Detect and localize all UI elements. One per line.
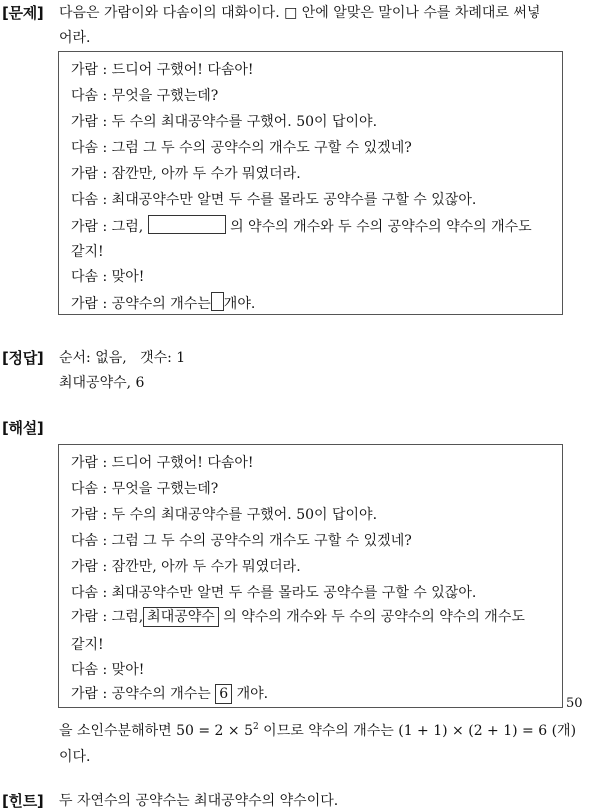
exponent: 2 — [252, 722, 259, 732]
dialogue-text: 개야. — [236, 686, 269, 702]
dialogue-line: 다솜 : 그럼 그 두 수의 공약수의 개수도 구할 수 있겠네? — [71, 140, 412, 156]
problem-text-line2: 어라. — [59, 30, 91, 46]
dialogue-text: 가람 : 그럼, — [71, 219, 144, 235]
explanation-calc-line2: 이다. — [59, 749, 91, 765]
dialogue-text: 의 약수의 개수와 두 수의 공약수의 약수의 개수도 — [230, 219, 532, 235]
explanation-dialogue-box — [58, 444, 563, 708]
calc-text: 을 소인수분해하면 50 = 2 × 5 — [59, 723, 253, 739]
problem-tag: [문제] — [2, 4, 44, 22]
dialogue-line — [71, 215, 532, 236]
dialogue-line: 가람 : 잠깐만, 아까 두 수가 뭐였더라. — [71, 559, 301, 575]
explanation-tag: [해설] — [2, 419, 44, 437]
dialogue-line: 가람 : 두 수의 최대공약수를 구했어. 50이 답이야. — [71, 507, 378, 523]
dialogue-line: 가람 : 두 수의 최대공약수를 구했어. 50이 답이야. — [71, 114, 378, 130]
dialogue-line — [71, 683, 268, 704]
answer-line2: 최대공약수, 6 — [59, 375, 145, 391]
dialogue-line: 가람 : 드디어 구했어! 다솜아! — [71, 62, 254, 78]
dialogue-line: 다솜 : 그럼 그 두 수의 공약수의 개수도 구할 수 있겠네? — [71, 533, 412, 549]
dialogue-line — [71, 606, 525, 627]
hint-tag: [힌트] — [2, 792, 44, 810]
hint-text: 두 자연수의 공약수는 최대공약수의 약수이다. — [59, 793, 339, 809]
dialogue-text: 가람 : 공약수의 개수는 — [71, 296, 211, 312]
answer-blank-box[interactable] — [148, 215, 226, 234]
dialogue-line: 가람 : 잠깐만, 아까 두 수가 뭐였더라. — [71, 166, 301, 182]
dialogue-line: 다솜 : 최대공약수만 알면 두 수를 몰라도 공약수를 구할 수 있잖아. — [71, 192, 477, 208]
stray-number: 50 — [566, 696, 583, 711]
dialogue-text: 가람 : 그럼, — [71, 609, 144, 625]
dialogue-line: 다솜 : 무엇을 구했는데? — [71, 481, 219, 497]
answer-line1: 순서: 없음, 갯수: 1 — [59, 350, 186, 366]
dialogue-line: 같지! — [71, 244, 104, 260]
problem-text-line1: 다음은 가람이와 다솜이의 대화이다. □ 안에 알맞은 말이나 수를 차례대로 써넣 — [59, 5, 541, 21]
dialogue-line: 다솜 : 무엇을 구했는데? — [71, 88, 219, 104]
dialogue-line — [71, 292, 255, 313]
calc-text: 이므로 약수의 개수는 (1 + 1) × (2 + 1) = 6 (개) — [258, 723, 577, 739]
dialogue-line: 다솜 : 맞아! — [71, 662, 145, 678]
answer-tag: [정답] — [2, 349, 44, 367]
filled-answer-box: 최대공약수 — [143, 607, 219, 627]
problem-dialogue-box — [58, 51, 563, 315]
dialogue-line: 가람 : 드디어 구했어! 다솜아! — [71, 455, 254, 471]
dialogue-text: 의 약수의 개수와 두 수의 공약수의 약수의 개수도 — [223, 609, 525, 625]
dialogue-line: 같지! — [71, 637, 104, 653]
dialogue-line: 다솜 : 맞아! — [71, 269, 145, 285]
dialogue-text: 가람 : 공약수의 개수는 — [71, 686, 211, 702]
explanation-calc-line1 — [59, 720, 576, 740]
dialogue-line: 다솜 : 최대공약수만 알면 두 수를 몰라도 공약수를 구할 수 있잖아. — [71, 585, 477, 601]
answer-blank-box[interactable] — [211, 292, 224, 311]
dialogue-text: 개야. — [223, 296, 256, 312]
filled-answer-box: 6 — [215, 684, 232, 704]
